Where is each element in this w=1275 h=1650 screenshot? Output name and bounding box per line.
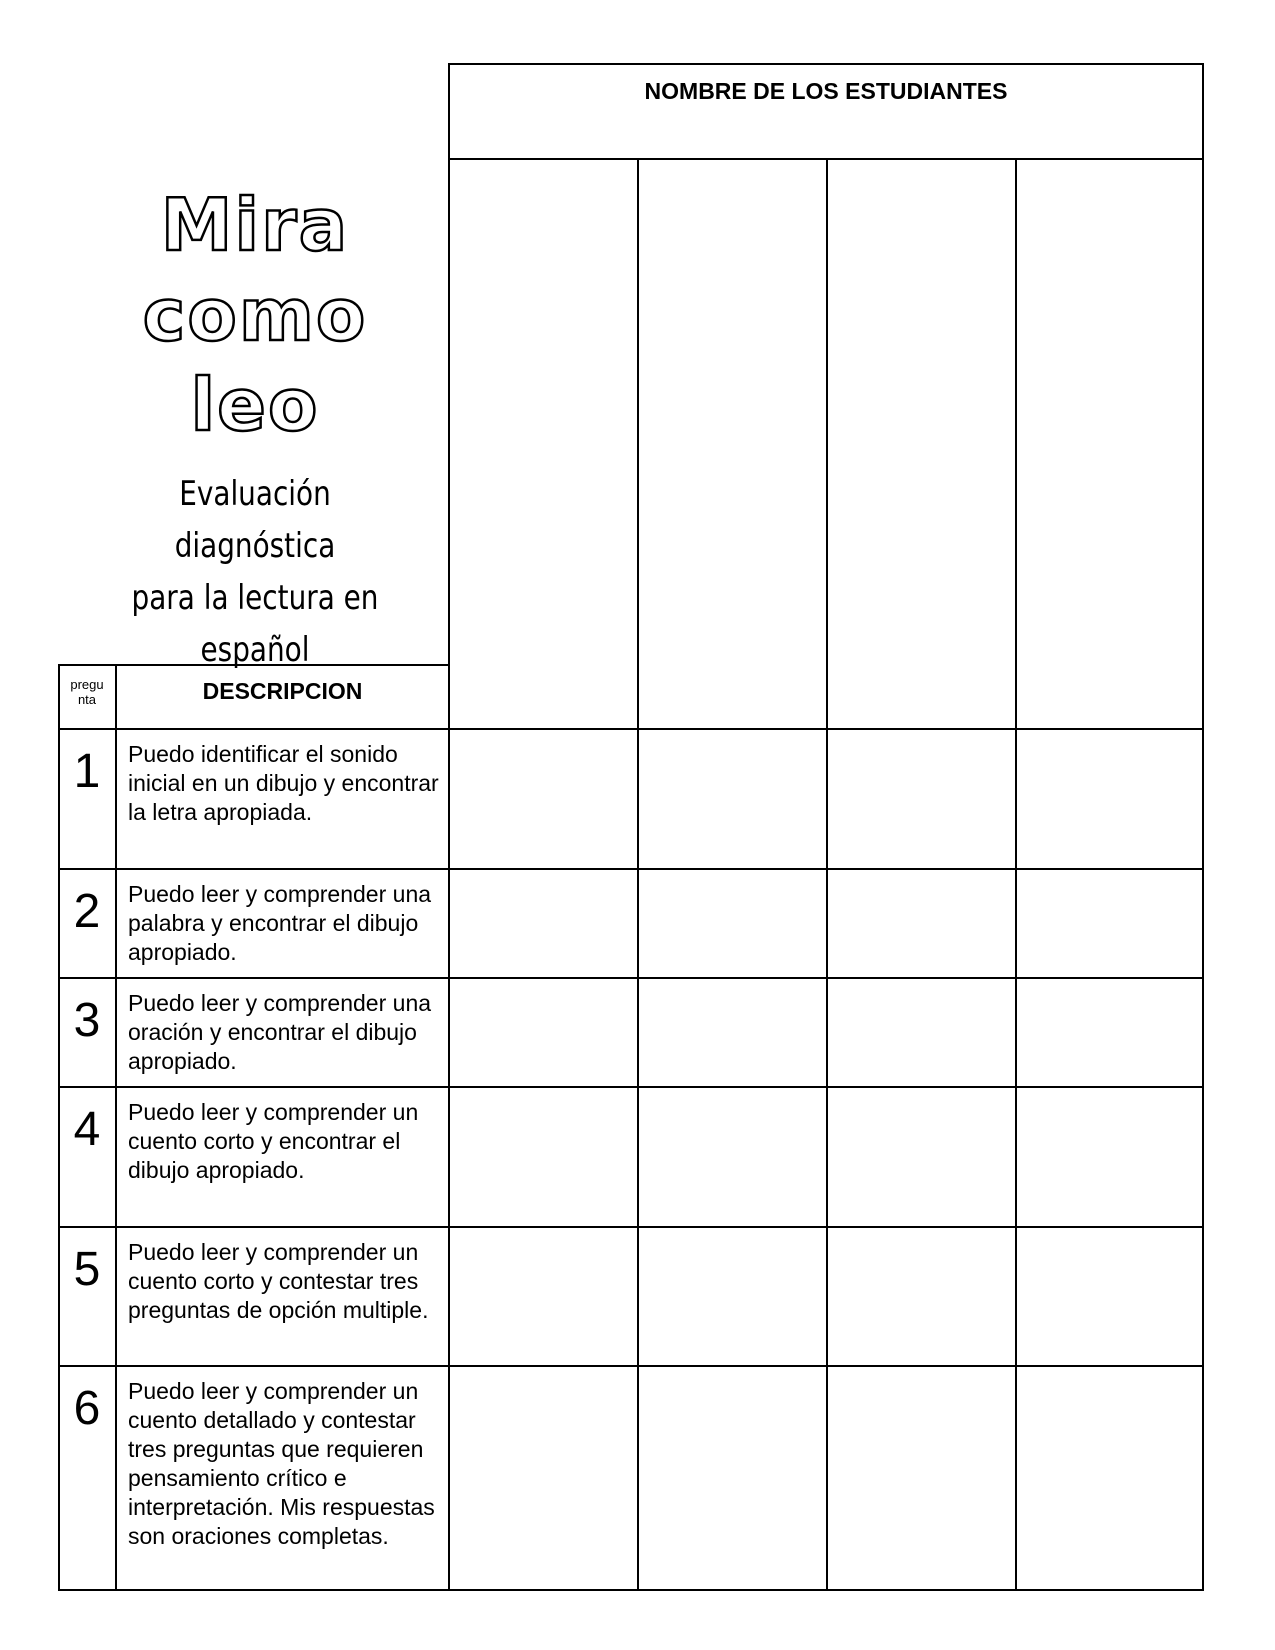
- question-description: Puedo leer y comprender un cuento corto y encontrar el dibujo apropiado.: [128, 1099, 419, 1183]
- grid-line: [58, 1086, 1204, 1088]
- student-name-cell[interactable]: [639, 160, 826, 728]
- question-number: 4: [73, 1103, 101, 1156]
- grid-line: [58, 1226, 1204, 1228]
- student-name-cell[interactable]: [828, 160, 1015, 728]
- grid-line: [448, 63, 1204, 65]
- question-column-label: [59, 677, 115, 707]
- grid-line: [58, 1365, 1204, 1367]
- grid-line: [1202, 63, 1204, 1591]
- question-description: Puedo leer y comprender un cuento detallado y contestar tres preguntas que requieren pensamiento crítico e interpretación. Mis respuestas son oraciones completas.: [128, 1378, 435, 1549]
- question-number: 2: [73, 885, 101, 938]
- question-number: 5: [73, 1243, 101, 1296]
- question-number: 1: [73, 745, 101, 798]
- question-label-part-1: pregu: [70, 677, 104, 692]
- title-block: [60, 180, 450, 676]
- question-label-part-2: nta: [77, 692, 97, 707]
- question-description: Puedo identificar el sonido inicial en un dibujo y encontrar la letra apropiada.: [128, 741, 439, 825]
- students-header: NOMBRE DE LOS ESTUDIANTES: [644, 78, 1008, 104]
- student-name-cell[interactable]: [1017, 160, 1202, 728]
- subtitle-line-1: Evaluación diagnóstica: [174, 474, 336, 566]
- description-header: DESCRIPCION: [202, 678, 363, 704]
- question-description: Puedo leer y comprender una oración y encontrar el dibujo apropiado.: [128, 990, 432, 1074]
- question-number: 3: [73, 994, 101, 1047]
- subtitle-line-2: para la lectura en: [131, 578, 379, 618]
- subtitle-line-3: español: [200, 630, 310, 670]
- question-description: Puedo leer y comprender un cuento corto y contestar tres preguntas de opción multiple.: [128, 1239, 429, 1323]
- title-word-como: como: [142, 273, 368, 357]
- grid-line: [58, 1589, 1204, 1591]
- title-word-leo: leo: [190, 363, 320, 447]
- grid-line: [58, 868, 1204, 870]
- question-number: 6: [73, 1382, 101, 1435]
- subtitle: [95, 468, 415, 676]
- student-name-cell[interactable]: [450, 160, 637, 728]
- title-word-mira: Mira: [160, 183, 350, 267]
- question-description: Puedo leer y comprender una palabra y encontrar el dibujo apropiado.: [128, 881, 432, 965]
- grid-line: [58, 977, 1204, 979]
- grid-line: [58, 728, 1204, 730]
- grid-line: [115, 664, 117, 1591]
